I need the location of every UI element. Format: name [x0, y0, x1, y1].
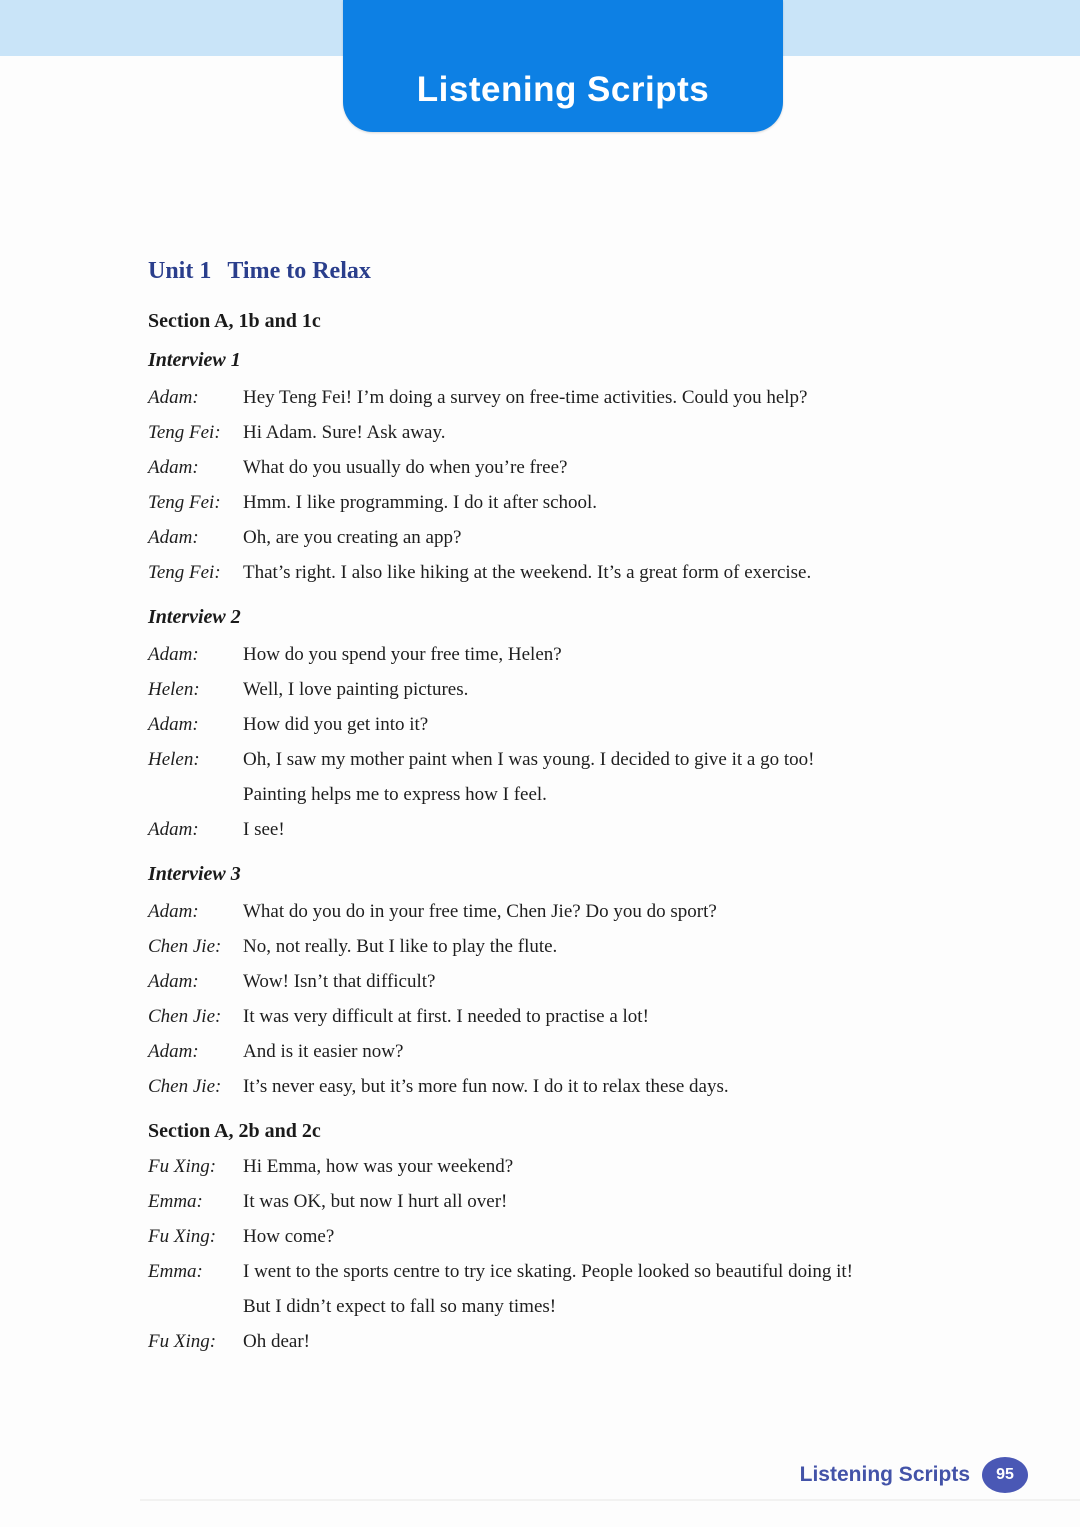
- speaker-name: Teng Fei:: [148, 562, 221, 583]
- dialogue-line: [148, 1219, 1010, 1254]
- utterance-line: How come?: [243, 1226, 335, 1247]
- utterance-line: I went to the sports centre to try ice skating. People looked so beautiful doing it!: [243, 1261, 853, 1282]
- script-blocks: [148, 310, 1010, 1359]
- speaker-name: Adam:: [148, 1041, 199, 1062]
- utterance-text: [243, 637, 1010, 672]
- speaker-name: Adam:: [148, 714, 199, 735]
- page-footer: [800, 1457, 1028, 1493]
- utterance-text: [243, 1034, 1010, 1069]
- speaker-name: Adam:: [148, 971, 199, 992]
- dialogue-line: [148, 1254, 1010, 1324]
- utterance-line: What do you do in your free time, Chen Jie? Do you do sport?: [243, 901, 717, 922]
- utterance-text: [243, 555, 1010, 590]
- dialogue-line: [148, 520, 1010, 555]
- speaker-name: Fu Xing:: [148, 1331, 217, 1352]
- utterance-text: [243, 1069, 1010, 1104]
- header-tab: [343, 0, 783, 132]
- dialogue-line: [148, 637, 1010, 672]
- utterance-text: [243, 894, 1010, 929]
- utterance-line: Painting helps me to express how I feel.: [243, 784, 547, 805]
- dialogue-line: [148, 707, 1010, 742]
- utterance-line: How do you spend your free time, Helen?: [243, 644, 562, 665]
- dialogue-line: [148, 999, 1010, 1034]
- speaker-name: Adam:: [148, 644, 199, 665]
- utterance-text: [243, 1219, 1010, 1254]
- speaker-name: Chen Jie:: [148, 1006, 222, 1027]
- unit-heading: [148, 258, 1010, 285]
- speaker-name: Helen:: [148, 749, 200, 770]
- utterance-line: Hi Emma, how was your weekend?: [243, 1156, 514, 1177]
- speaker-name: Adam:: [148, 901, 199, 922]
- speaker-name: Adam:: [148, 527, 199, 548]
- dialogue-line: [148, 415, 1010, 450]
- utterance-text: [243, 380, 1010, 415]
- dialogue-line: [148, 1184, 1010, 1219]
- dialogue-line: [148, 964, 1010, 999]
- speaker-name: Adam:: [148, 457, 199, 478]
- speaker-name: Chen Jie:: [148, 1076, 222, 1097]
- dialogue-line: [148, 485, 1010, 520]
- utterance-line: It was very difficult at first. I needed to practise a lot!: [243, 1006, 649, 1027]
- dialogue-line: [148, 812, 1010, 847]
- utterance-line: But I didn’t expect to fall so many times!: [243, 1296, 557, 1317]
- utterance-text: [243, 1254, 1010, 1324]
- utterance-line: It’s never easy, but it’s more fun now. I do it to relax these days.: [243, 1076, 729, 1097]
- dialogue-line: [148, 380, 1010, 415]
- utterance-line: What do you usually do when you’re free?: [243, 457, 568, 478]
- utterance-line: Hi Adam. Sure! Ask away.: [243, 422, 446, 443]
- speaker-name: Chen Jie:: [148, 936, 222, 957]
- speaker-name: Emma:: [148, 1191, 203, 1212]
- scan-artifact-line: [140, 1499, 1080, 1501]
- dialogue-line: [148, 1069, 1010, 1104]
- unit-number: Unit 1: [148, 258, 212, 284]
- dialogue-line: [148, 1034, 1010, 1069]
- interview-heading: Interview 2: [148, 606, 241, 628]
- utterance-text: [243, 1324, 1010, 1359]
- utterance-text: [243, 929, 1010, 964]
- section-heading: Section A, 2b and 2c: [148, 1120, 321, 1142]
- utterance-text: [243, 1149, 1010, 1184]
- interview-heading: Interview 1: [148, 349, 241, 371]
- utterance-text: [243, 450, 1010, 485]
- speaker-name: Helen:: [148, 679, 200, 700]
- utterance-line: I see!: [243, 819, 285, 840]
- dialogue-line: [148, 742, 1010, 812]
- utterance-line: Well, I love painting pictures.: [243, 679, 469, 700]
- utterance-line: Hey Teng Fei! I’m doing a survey on free-time activities. Could you help?: [243, 387, 808, 408]
- utterance-line: Hmm. I like programming. I do it after school.: [243, 492, 598, 513]
- speaker-name: Fu Xing:: [148, 1226, 217, 1247]
- utterance-line: Oh, I saw my mother paint when I was young. I decided to give it a go too!: [243, 749, 815, 770]
- utterance-line: And is it easier now?: [243, 1041, 404, 1062]
- speaker-name: Adam:: [148, 387, 199, 408]
- utterance-line: No, not really. But I like to play the flute.: [243, 936, 558, 957]
- speaker-name: Teng Fei:: [148, 422, 221, 443]
- utterance-line: Wow! Isn’t that difficult?: [243, 971, 436, 992]
- utterance-text: [243, 672, 1010, 707]
- dialogue-line: [148, 929, 1010, 964]
- utterance-line: How did you get into it?: [243, 714, 429, 735]
- dialogue-line: [148, 672, 1010, 707]
- utterance-text: [243, 1184, 1010, 1219]
- utterance-text: [243, 742, 1010, 812]
- unit-title: Time to Relax: [227, 258, 371, 284]
- dialogue-line: [148, 1324, 1010, 1359]
- utterance-text: [243, 964, 1010, 999]
- dialogue-line: [148, 1149, 1010, 1184]
- speaker-name: Teng Fei:: [148, 492, 221, 513]
- footer-section-label: Listening Scripts: [799, 1463, 970, 1486]
- dialogue-line: [148, 555, 1010, 590]
- speaker-name: Adam:: [148, 819, 199, 840]
- utterance-text: [243, 999, 1010, 1034]
- utterance-text: [243, 707, 1010, 742]
- interview-heading: Interview 3: [148, 863, 241, 885]
- utterance-text: [243, 485, 1010, 520]
- section-heading: Section A, 1b and 1c: [148, 310, 321, 332]
- speaker-name: Fu Xing:: [148, 1156, 217, 1177]
- header-tab-title: Listening Scripts: [416, 70, 710, 109]
- utterance-line: It was OK, but now I hurt all over!: [243, 1191, 508, 1212]
- document-content: [148, 258, 1010, 1359]
- utterance-line: Oh, are you creating an app?: [243, 527, 462, 548]
- dialogue-line: [148, 450, 1010, 485]
- utterance-text: [243, 415, 1010, 450]
- dialogue-line: [148, 894, 1010, 929]
- speaker-name: Emma:: [148, 1261, 203, 1282]
- utterance-text: [243, 812, 1010, 847]
- utterance-line: Oh dear!: [243, 1331, 310, 1352]
- page-number-badge: 95: [982, 1457, 1028, 1493]
- utterance-text: [243, 520, 1010, 555]
- utterance-line: That’s right. I also like hiking at the weekend. It’s a great form of exercise.: [243, 562, 812, 583]
